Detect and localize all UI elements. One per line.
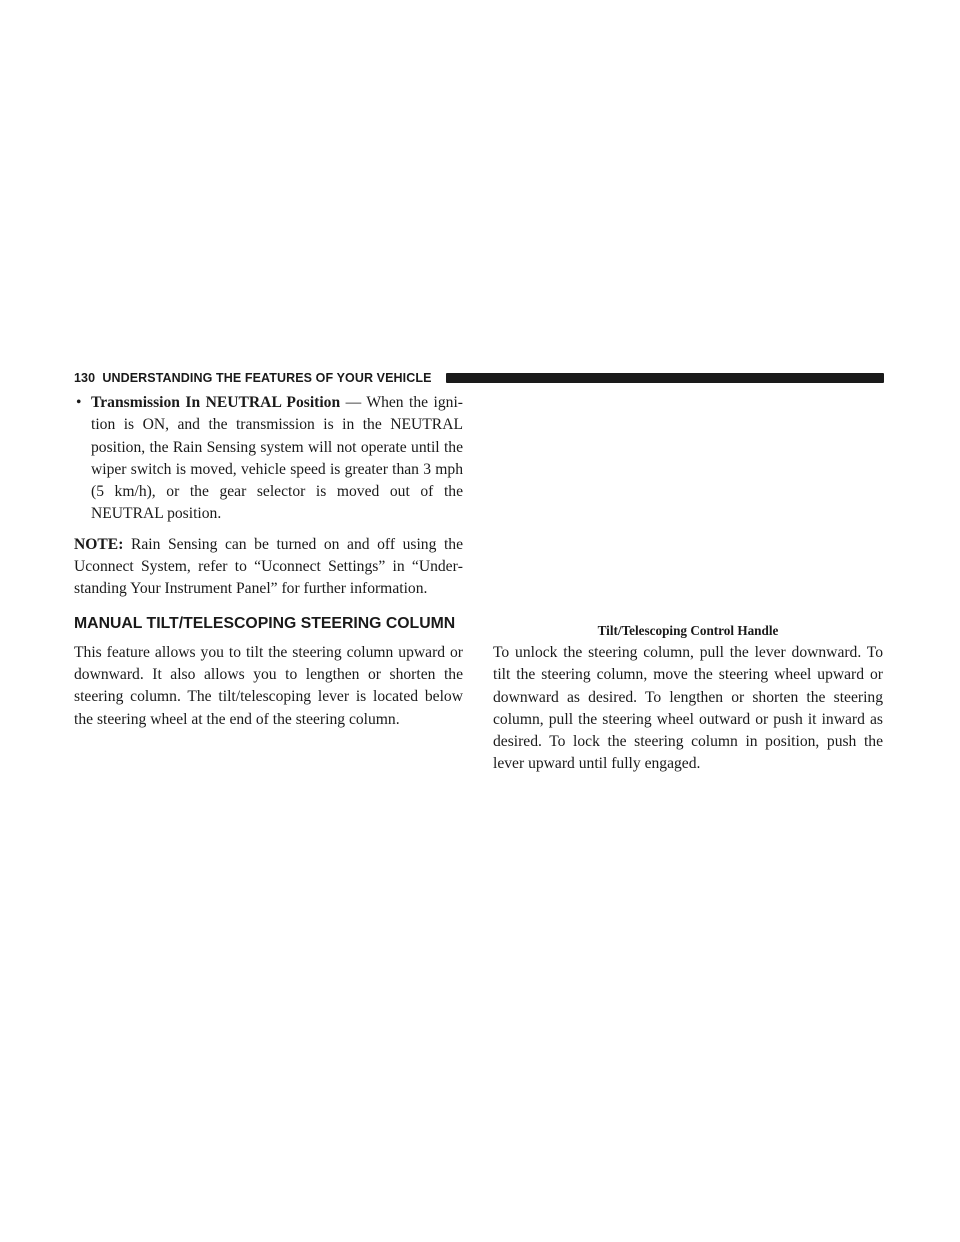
note-label: NOTE: xyxy=(74,535,124,553)
right-column xyxy=(493,620,883,776)
left-column xyxy=(74,392,463,731)
running-header xyxy=(74,370,432,386)
bullet-item xyxy=(74,392,463,526)
page-header xyxy=(74,370,884,386)
page-number: 130 xyxy=(74,371,96,385)
bullet-term: Transmission In NEUTRAL Position xyxy=(91,394,341,411)
section-intro: This feature allows you to tilt the steering column upward or downward. It also allows you to lengthen or shorten the steering column. The tilt/telescoping lever is located below the steering wheel at the end of the steering column. xyxy=(74,643,463,728)
bullet-text: — When the ignition is ON, and the transmission is in the NEUTRAL position, the Rain Sensing system will not operate until the wiper switch is moved, vehicle speed is greater than 3 mph (5 km/h), or the gear selector is moved out of the NEUTRAL position. xyxy=(91,394,463,523)
header-rule xyxy=(446,373,884,383)
section-title: UNDERSTANDING THE FEATURES OF YOUR VEHICLE xyxy=(102,371,432,385)
note-paragraph xyxy=(74,534,463,601)
instructions-paragraph: To unlock the steering column, pull the lever downward. To tilt the steering column, move the steering wheel upward or downward as desired. To lengthen or shorten the steering column, pull the steering wheel outward or push it inward as desired. To lock the steering column in position, push the lever upward until fully engaged. xyxy=(493,644,883,773)
bullet-icon: • xyxy=(76,394,82,411)
section-heading: MANUAL TILT/TELESCOPING STEERING COLUMN xyxy=(74,614,456,632)
figure-caption: Tilt/Telescoping Control Handle xyxy=(597,623,779,638)
note-text: Rain Sensing can be turned on and off using the Uconnect System, refer to “Uconnect Settings” in “Understanding Your Instrument Panel” for further information. xyxy=(74,535,463,598)
